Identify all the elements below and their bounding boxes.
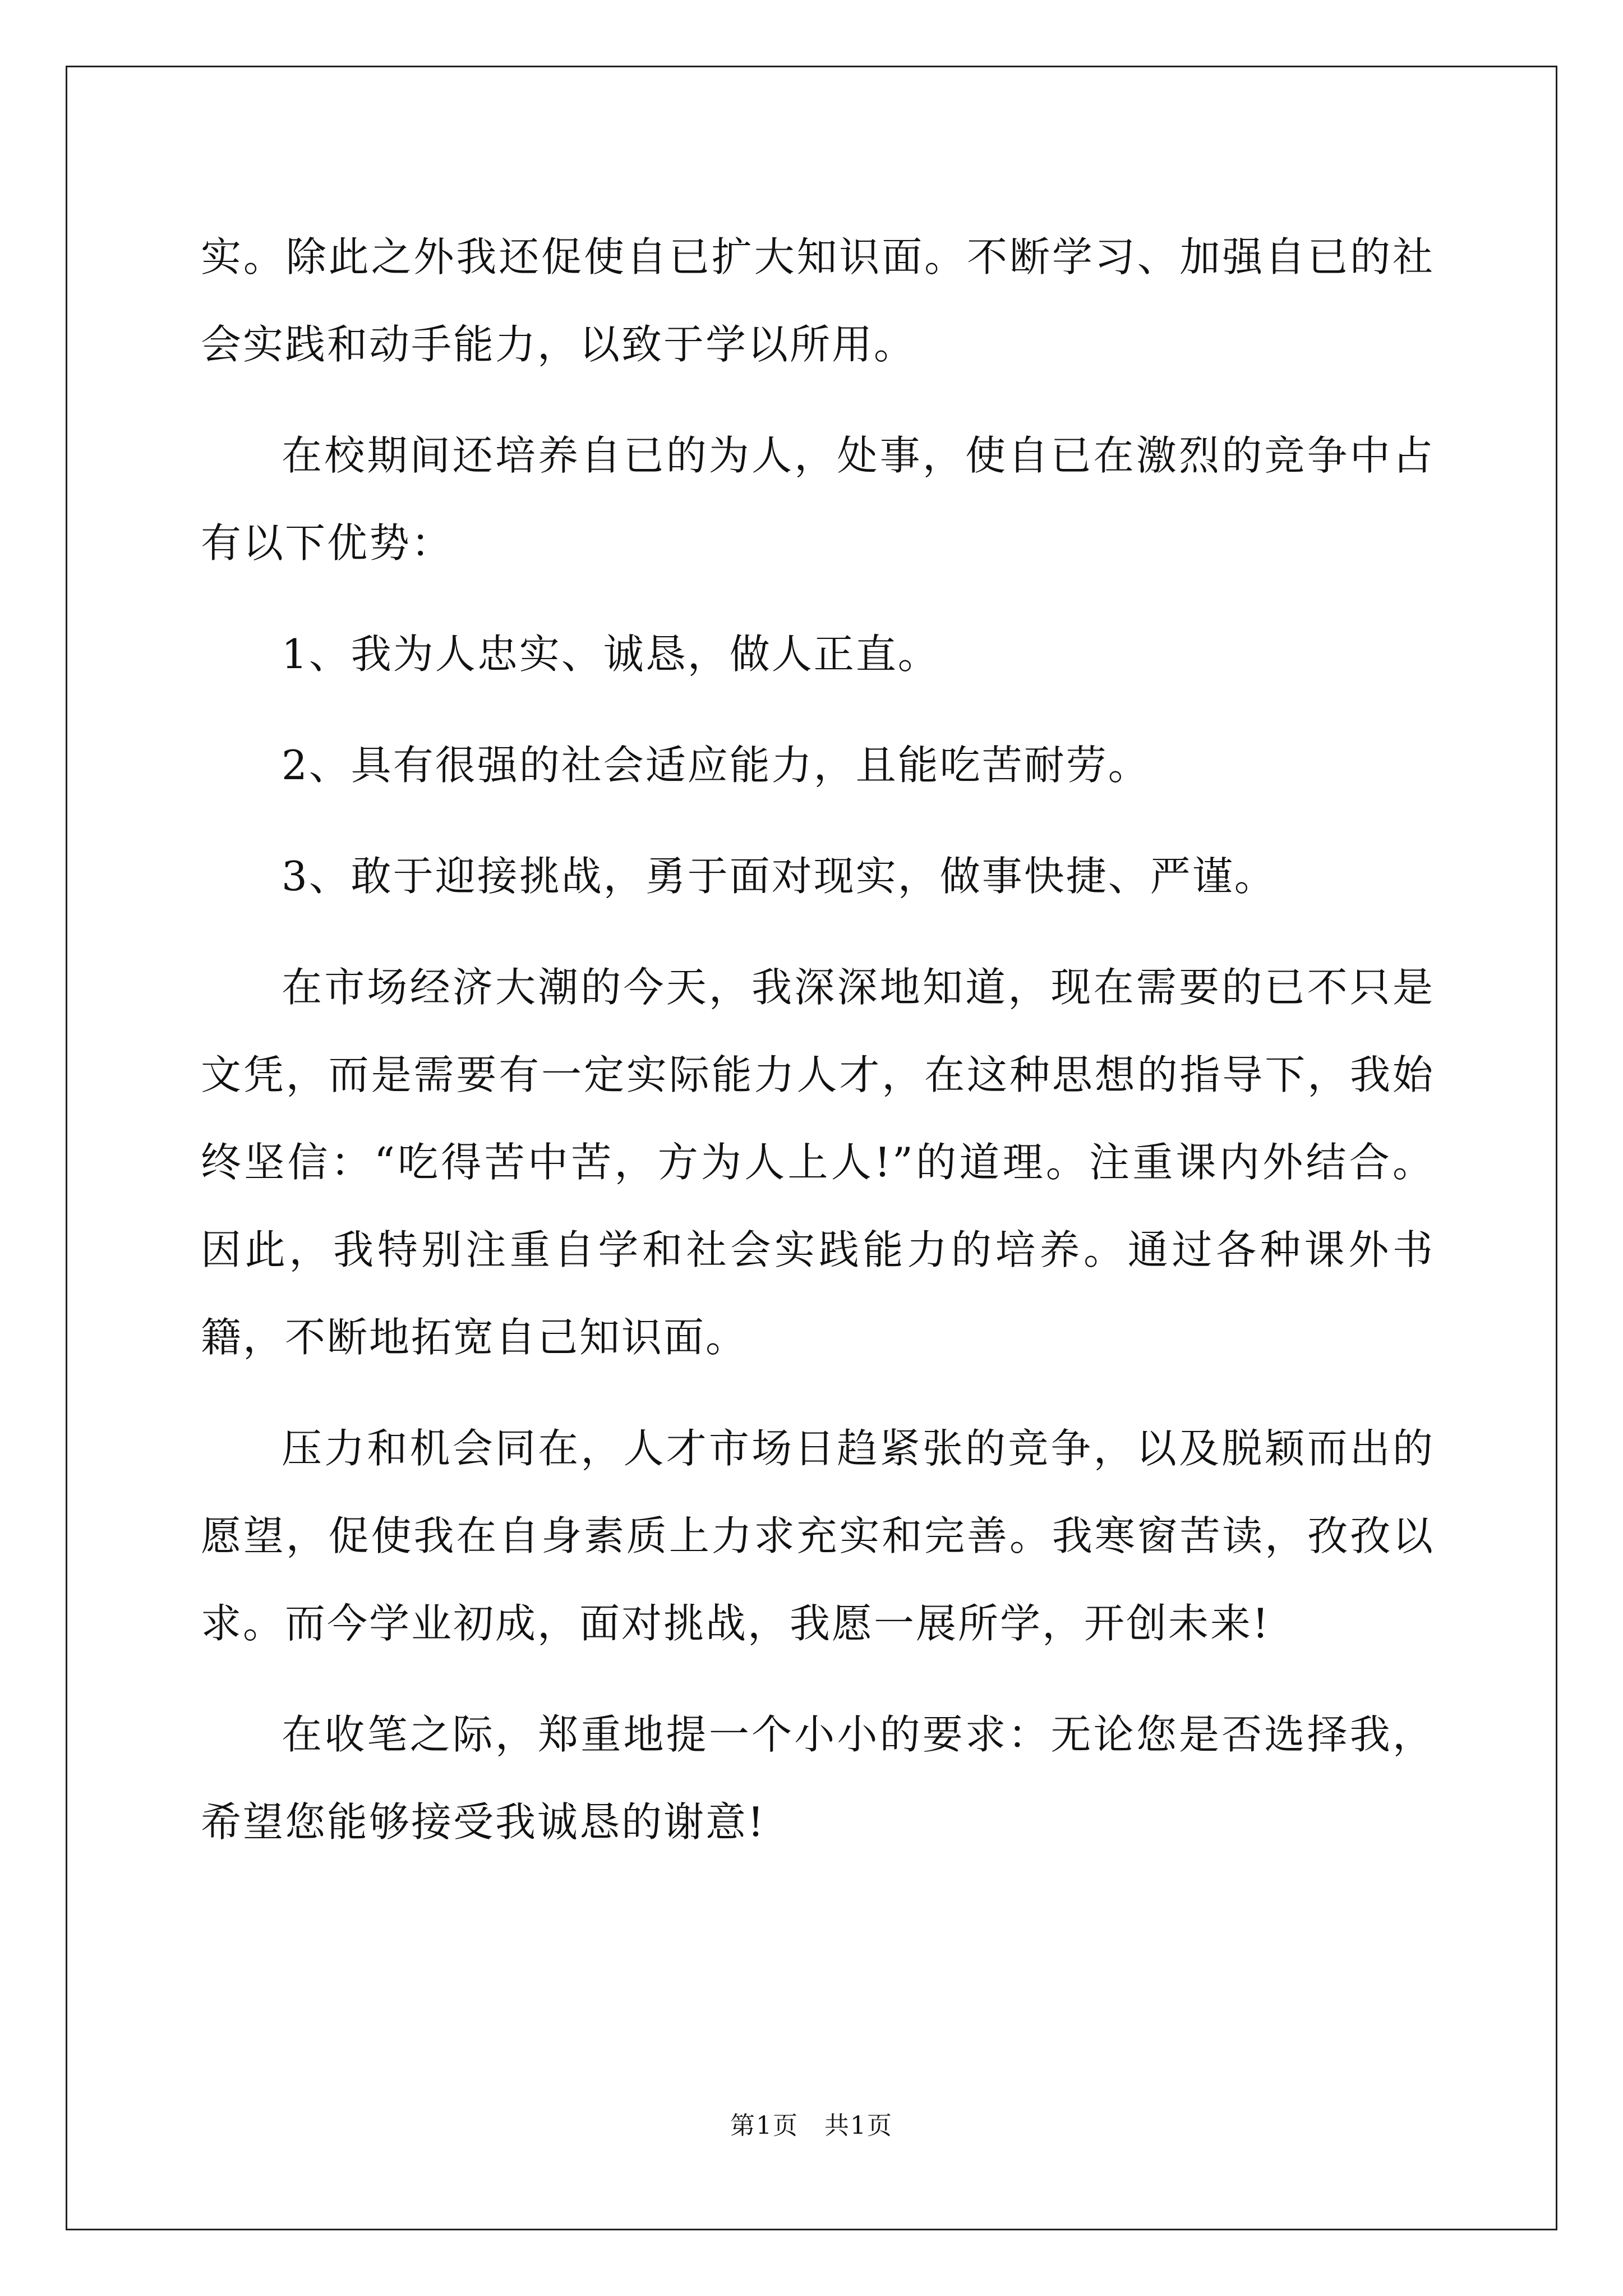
- page-number: 第1页 共1页: [730, 2111, 893, 2140]
- paragraph-3: 在市场经济大潮的今天，我深深地知道，现在需要的已不只是文凭，而是需要有一定实际能力人才，在这种思想的指导下，我始终坚信：“吃得苦中苦，方为人上人!”的道理。注重课内外结合。因此，我特别注重自学和社会实践能力的培养。通过各种课外书籍，不断地拓宽自己知识面。: [201, 964, 1435, 1361]
- list-item-1: 1、我为人忠实、诚恳，做人正直。: [282, 631, 940, 678]
- list-item-2: 2、具有很强的社会适应能力，且能吃苦耐劳。: [282, 742, 1150, 789]
- paragraph-4: 压力和机会同在，人才市场日趋紧张的竞争，以及脱颖而出的愿望，促使我在自身素质上力求充实和完善。我寒窗苦读，孜孜以求。而今学业初成，面对挑战，我愿一展所学，开创未来!: [201, 1425, 1435, 1647]
- paragraph-2: 在校期间还培养自已的为人，处事，使自已在激烈的竞争中占有以下优势：: [201, 432, 1435, 567]
- paragraph-1: 实。除此之外我还促使自已扩大知识面。不断学习、加强自已的社会实践和动手能力，以致于学以所用。: [201, 233, 1435, 368]
- document-body: [201, 213, 1435, 1889]
- list-item-3: 3、敢于迎接挑战，勇于面对现实，做事快捷、严谨。: [282, 853, 1276, 900]
- paragraph-5: 在收笔之际，郑重地提一个小小的要求：无论您是否选择我，希望您能够接受我诚恳的谢意!: [201, 1711, 1435, 1846]
